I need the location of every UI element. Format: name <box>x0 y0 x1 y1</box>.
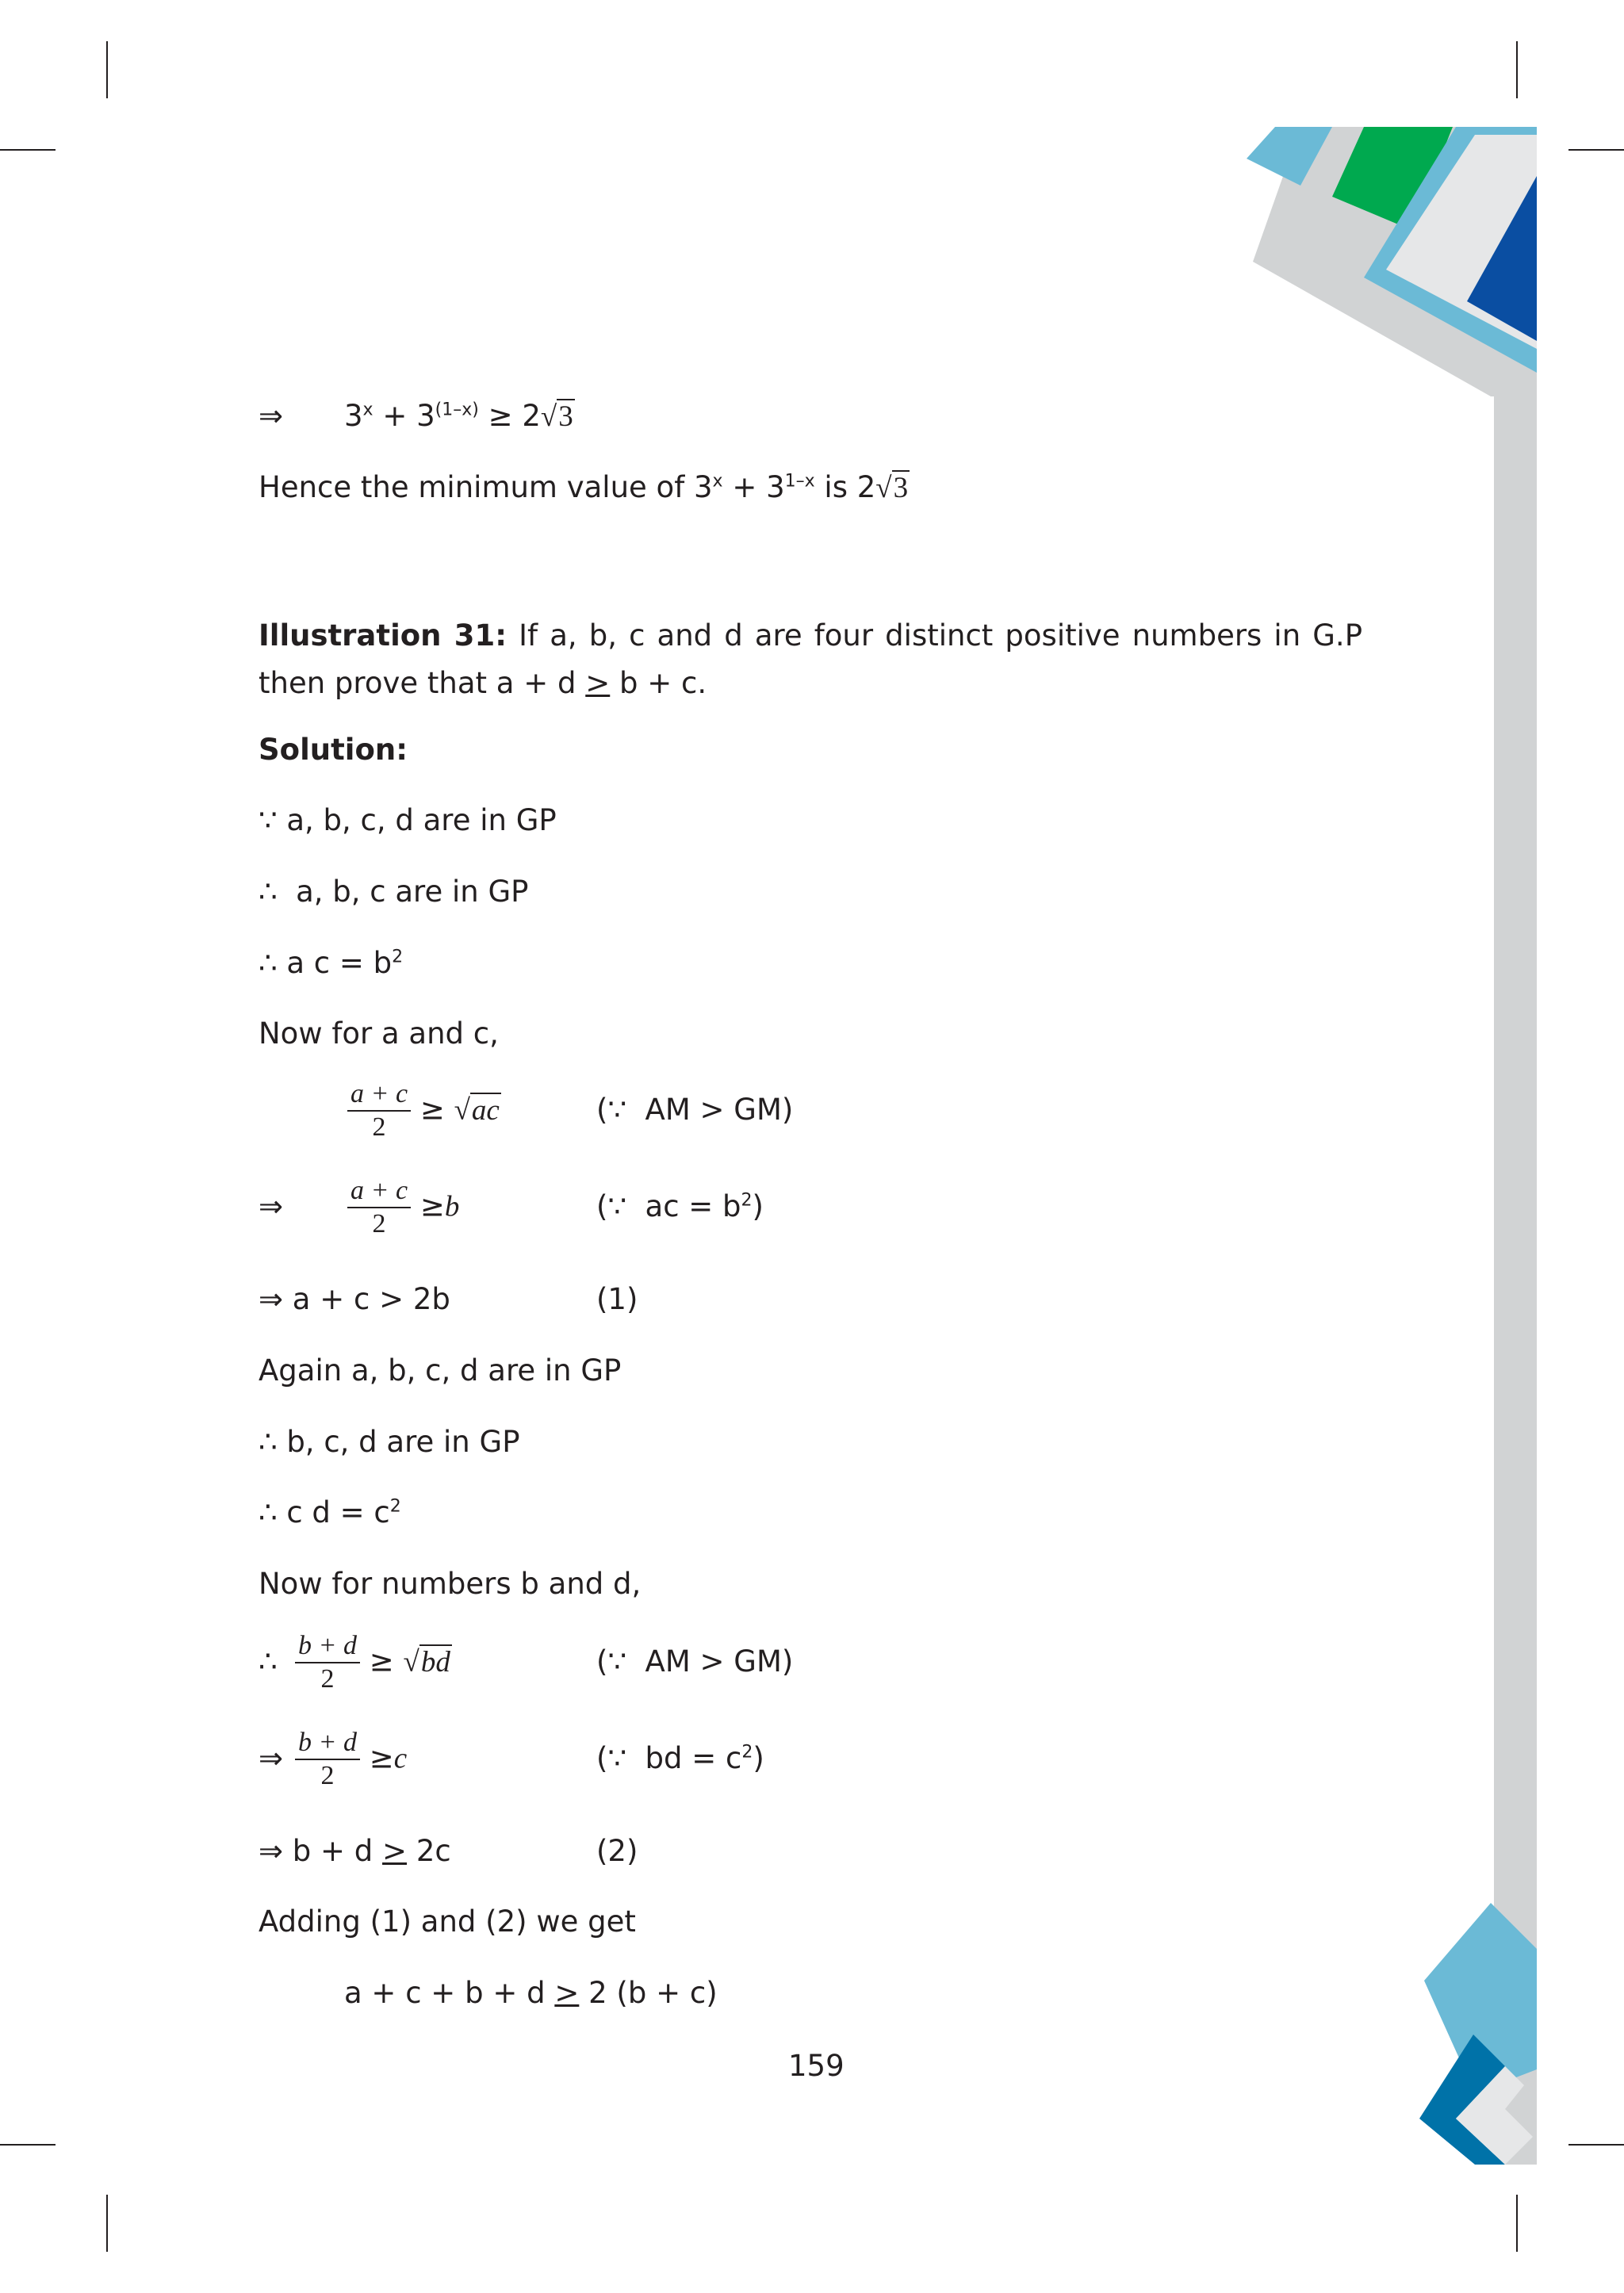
expression-line-1: $3^x + 3^{(1-x)} \ge 2√3$ <box>344 399 573 433</box>
step-2: ∴ a, b, c are in GP <box>259 875 529 909</box>
equation-6: ⇒ b + d > 2c <box>259 1834 451 1868</box>
step-3: ∴ a $c = b^2$ <box>259 946 404 980</box>
step-6: ∴ b, c, d are in GP <box>259 1425 520 1459</box>
equation-3: ⇒ a + c > 2b <box>259 1282 450 1316</box>
step-4: Now for a and c, <box>259 1016 499 1051</box>
equation-2: $\frac{a + c}{2}$ ≥b <box>347 1175 459 1240</box>
step-1: ∵ a, b, c, d are in GP <box>259 803 557 837</box>
page-number: 159 <box>788 2049 845 2083</box>
fraction: $\frac{a + c}{2}$ <box>347 1078 411 1143</box>
reason-4: (∵ AM > GM) <box>596 1644 794 1679</box>
final-result: a + c + b + d > 2 (b + c) <box>344 1976 718 2010</box>
reason-5: (∵ bd = $c^2$) <box>596 1741 764 1775</box>
equation-2-arrow: ⇒ <box>259 1189 284 1223</box>
equation-5-arrow: ⇒ <box>259 1741 284 1775</box>
step-7: ∴ c $d = c^2$ <box>259 1495 401 1529</box>
step-9: Adding (1) and (2) we get <box>259 1904 636 1939</box>
sqrt-3: √3 <box>875 472 909 504</box>
fraction: $\frac{b + d}{2}$ <box>295 1727 360 1792</box>
sqrt-bd: √bd <box>403 1645 450 1679</box>
equation-4: $\frac{b + d}{2}$ ≥ √bd <box>295 1630 452 1695</box>
reason-2: (∵ ac = $b^2$) <box>596 1189 764 1223</box>
equation-4-therefore: ∴ <box>259 1644 278 1679</box>
equation-6-tag: (2) <box>596 1834 638 1868</box>
sqrt-ac: √ac <box>454 1093 500 1127</box>
equation-5: $\frac{b + d}{2}$ ≥c <box>295 1727 407 1792</box>
illustration-paragraph: Illustration 31: If a, b, c and d are four distinct positive numbers in G.P then prove that a + d > b + c. <box>259 618 1363 700</box>
sqrt-3: √3 <box>540 400 573 433</box>
fraction: $\frac{a + c}{2}$ <box>347 1175 411 1240</box>
derivation-line-1 <box>259 399 283 434</box>
equation-3-tag: (1) <box>596 1282 638 1316</box>
solution-label: Solution: <box>259 733 408 767</box>
fraction: $\frac{b + d}{2}$ <box>295 1630 360 1695</box>
implies-symbol: ⇒ <box>259 399 284 433</box>
illustration-label: Illustration 31: <box>259 618 508 653</box>
reason-1: (∵ AM > GM) <box>596 1093 794 1127</box>
step-8: Now for numbers b and d, <box>259 1567 642 1601</box>
step-5: Again a, b, c, d are in GP <box>259 1353 622 1388</box>
conclusion-line: Hence the minimum value of $3^x + 3^{1-x}$ is 2√3 <box>259 470 909 504</box>
right-gray-bar <box>1494 373 1537 2165</box>
equation-1: $\frac{a + c}{2}$ ≥ √ac <box>347 1078 501 1143</box>
